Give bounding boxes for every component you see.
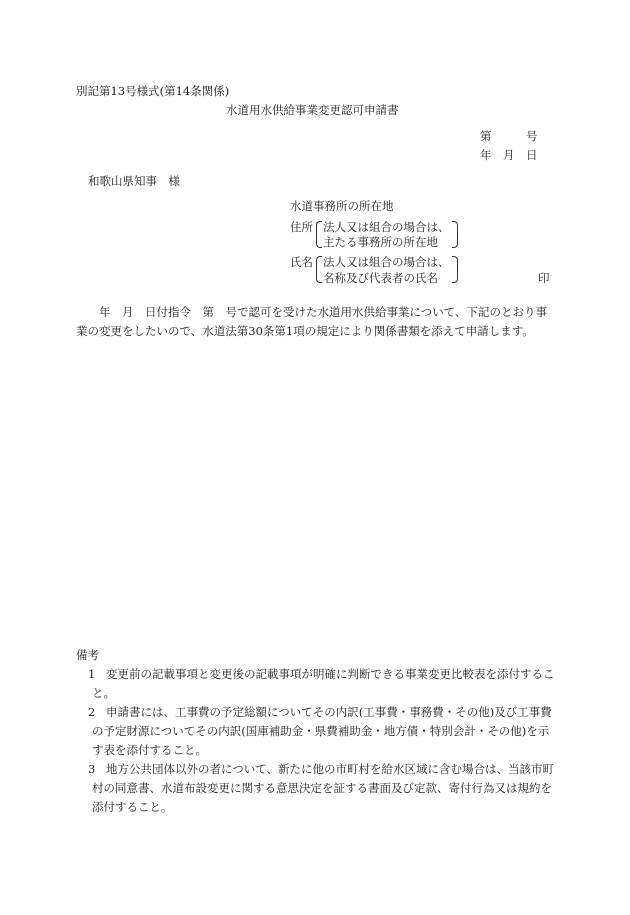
date-label: 年 月 日 xyxy=(480,148,538,162)
bracket-right xyxy=(452,256,458,283)
seal-mark: 印 xyxy=(538,271,550,285)
address-note-line2: 主たる事務所の所在地 xyxy=(323,235,438,249)
name-label: 氏名 xyxy=(290,255,313,269)
remark-number: 3 xyxy=(88,762,96,776)
application-body: 年 月 日付指令 第 号で認可を受けた水道用水供給事業について、下記のとおり事業の変更をしたいので、水道法第30条第1項の規定により関係書類を添えて申請します。 xyxy=(76,305,548,338)
name-note-line2: 名称及び代表者の氏名 xyxy=(323,271,438,285)
remarks-heading: 備考 xyxy=(76,648,99,662)
remark-item: 申請書には、工事費の予定総額についてその内訳(工事費・事務費・その他)及び工事費の予定財源についてその内訳(国庫補助金・県費補助金・地方債・特別会計・その他)を示す表を添付すること。 xyxy=(92,705,552,757)
document-title: 水道用水供給事業変更認可申請書 xyxy=(226,103,399,117)
bracket-left xyxy=(316,256,322,283)
remark-number: 2 xyxy=(88,705,96,719)
addressee: 和歌山県知事 様 xyxy=(88,174,180,188)
address-note-line1: 法人又は組合の場合は、 xyxy=(323,220,450,234)
bracket-left xyxy=(316,221,322,248)
remark-item: 地方公共団体以外の者について、新たに他の市町村を給水区域に含む場合は、当該市町村の同意書、水道布設変更に関する意思決定を証する書面及び定款、寄付行為又は規約を添付すること。 xyxy=(92,762,555,814)
name-note-line1: 法人又は組合の場合は、 xyxy=(323,255,450,269)
remark-number: 1 xyxy=(88,667,96,681)
bracket-right xyxy=(452,221,458,248)
office-location-label: 水道事務所の所在地 xyxy=(290,199,394,213)
address-label: 住所 xyxy=(290,220,313,234)
remark-item: 変更前の記載事項と変更後の記載事項が明確に判断できる事業変更比較表を添付すること。 xyxy=(92,667,555,700)
form-label: 別記第13号様式(第14条関係) xyxy=(76,84,230,98)
number-label: 第 号 xyxy=(480,129,538,143)
